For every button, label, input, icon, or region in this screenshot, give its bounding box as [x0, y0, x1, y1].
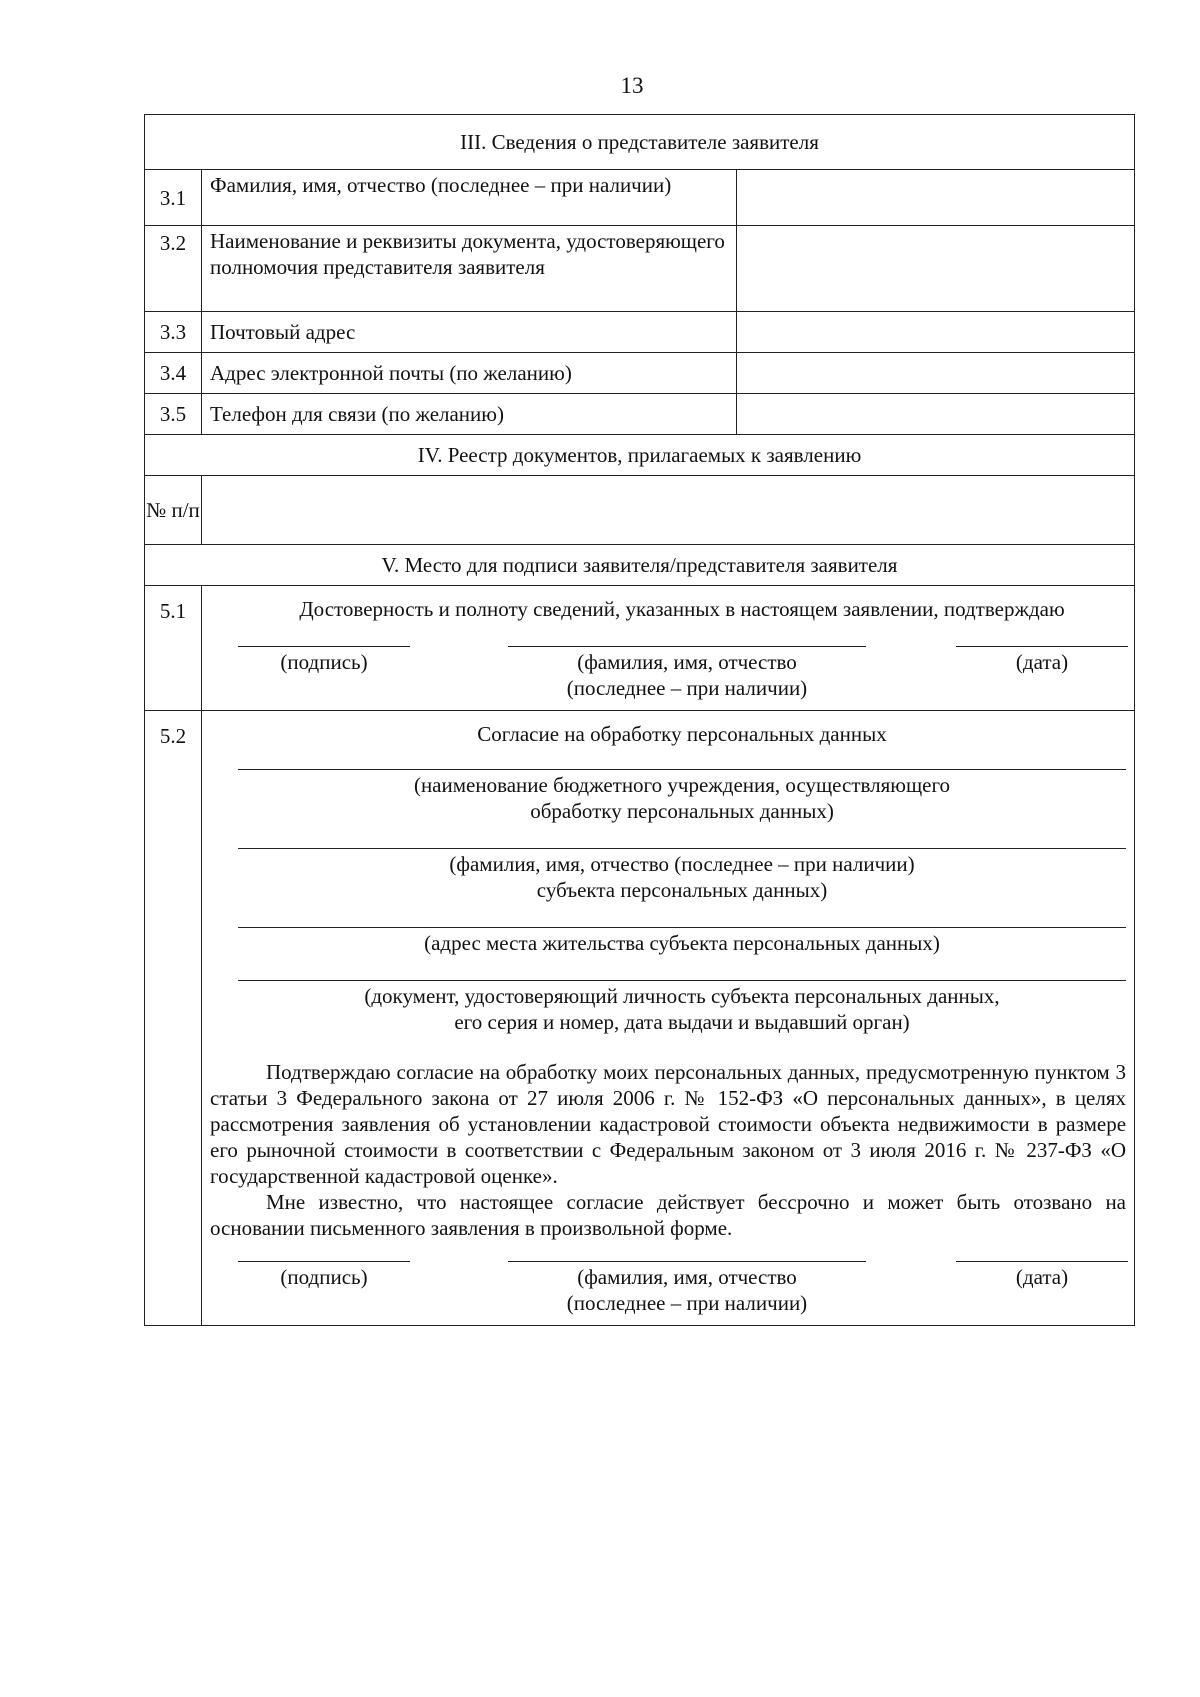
- row-number: 5.1: [145, 586, 202, 711]
- documents-registry-row: [145, 476, 1135, 545]
- section5-header-row: [145, 545, 1135, 586]
- subject-caption-line1: (фамилия, имя, отчество (последнее – при наличии): [449, 852, 915, 876]
- date-line: [956, 646, 1128, 647]
- full-name-caption-line2: (последнее – при наличии): [566, 1291, 808, 1315]
- consent-paragraph-1: Подтверждаю согласие на обработку моих персональных данных, предусмотренную пунктом 3 статьи 3 Федерального закона от 27 июля 2006 г. № 152-ФЗ «О персональных данных», в целях рассмотрения заявления об установлении кадастровой стоимости объекта недвижимости в размере его рыночной стоимости в соответствии с Федеральным законом от 3 июля 2016 г. № 237-ФЗ «О государственной кадастровой оценке».: [210, 1060, 1127, 1188]
- form-row-3-2: [145, 226, 1135, 312]
- date-line: [956, 1261, 1128, 1262]
- date-caption: (дата): [1015, 650, 1069, 674]
- signature-field[interactable]: [238, 1261, 410, 1290]
- section3-header-row: [145, 115, 1135, 170]
- certification-statement: Достоверность и полноту сведений, указанных в настоящем заявлении, подтверждаю: [299, 597, 1065, 621]
- full-name-field[interactable]: [508, 1261, 866, 1316]
- full-name-line: [508, 646, 866, 647]
- signature-caption: (подпись): [280, 1265, 368, 1289]
- signature-row: [238, 646, 1126, 706]
- full-name-line: [508, 1261, 866, 1262]
- row-number: 3.4: [145, 353, 202, 394]
- signature-caption: (подпись): [280, 650, 368, 674]
- signature-row: [238, 1261, 1126, 1321]
- form-row-5-1: [145, 586, 1135, 711]
- certification-block: [202, 586, 1135, 711]
- form-row-3-5: [145, 394, 1135, 435]
- section4-header-row: [145, 435, 1135, 476]
- date-field[interactable]: [956, 1261, 1128, 1290]
- field-value-authority-document[interactable]: [737, 226, 1135, 312]
- field-label-postal-address: Почтовый адрес: [202, 312, 737, 353]
- field-value-email[interactable]: [737, 353, 1135, 394]
- application-form-table: [144, 114, 1135, 1326]
- full-name-caption-line1: (фамилия, имя, отчество: [577, 650, 797, 674]
- subject-caption-line2: субъекта персональных данных): [536, 878, 828, 902]
- section4-title: IV. Реестр документов, прилагаемых к заявлению: [145, 435, 1135, 476]
- field-label-phone: Телефон для связи (по желанию): [202, 394, 737, 435]
- field-value-representative-name[interactable]: [737, 170, 1135, 226]
- field-label-representative-name: Фамилия, имя, отчество (последнее – при наличии): [202, 170, 737, 226]
- institution-caption-line1: (наименование бюджетного учреждения, осуществляющего: [413, 773, 951, 797]
- section3-title: III. Сведения о представителе заявителя: [145, 115, 1135, 170]
- row-number: 3.3: [145, 312, 202, 353]
- subject-address-line[interactable]: [238, 927, 1126, 928]
- address-caption: (адрес места жительства субъекта персональных данных): [424, 931, 940, 955]
- form-row-5-2: [145, 711, 1135, 1326]
- institution-name-line[interactable]: [238, 769, 1126, 770]
- identity-document-line[interactable]: [238, 980, 1126, 981]
- consent-text: [210, 1059, 1127, 1241]
- row-number: 5.2: [145, 711, 202, 1326]
- row-number: 3.5: [145, 394, 202, 435]
- date-field[interactable]: [956, 646, 1128, 675]
- field-value-postal-address[interactable]: [737, 312, 1135, 353]
- form-row-3-3: [145, 312, 1135, 353]
- signature-field[interactable]: [238, 646, 410, 675]
- field-label-authority-document: Наименование и реквизиты документа, удостоверяющего полномочия представителя заявителя: [202, 226, 737, 312]
- consent-title: Согласие на обработку персональных данных: [477, 722, 887, 746]
- page-number: 13: [620, 73, 644, 98]
- date-caption: (дата): [1015, 1265, 1069, 1289]
- subject-name-line[interactable]: [238, 848, 1126, 849]
- document-caption-line2: его серия и номер, дата выдачи и выдавший орган): [454, 1010, 910, 1034]
- row-number: 3.1: [145, 170, 202, 226]
- full-name-field[interactable]: [508, 646, 866, 701]
- full-name-caption-line1: (фамилия, имя, отчество: [577, 1265, 797, 1289]
- form-row-3-4: [145, 353, 1135, 394]
- signature-line: [238, 1261, 410, 1262]
- signature-line: [238, 646, 410, 647]
- section5-title: V. Место для подписи заявителя/представителя заявителя: [145, 545, 1135, 586]
- row-number: 3.2: [145, 226, 202, 312]
- field-label-email: Адрес электронной почты (по желанию): [202, 353, 737, 394]
- form-row-3-1: [145, 170, 1135, 226]
- documents-registry-field[interactable]: [202, 476, 1135, 545]
- consent-paragraph-2: Мне известно, что настоящее согласие действует бессрочно и может быть отозвано на основании письменного заявления в произвольной форме.: [210, 1190, 1127, 1240]
- consent-block: [202, 711, 1135, 1326]
- full-name-caption-line2: (последнее – при наличии): [566, 676, 808, 700]
- institution-caption-line2: обработку персональных данных): [530, 799, 834, 823]
- field-value-phone[interactable]: [737, 394, 1135, 435]
- registry-number-header: № п/п: [145, 476, 202, 545]
- document-caption-line1: (документ, удостоверяющий личность субъекта персональных данных,: [364, 984, 1000, 1008]
